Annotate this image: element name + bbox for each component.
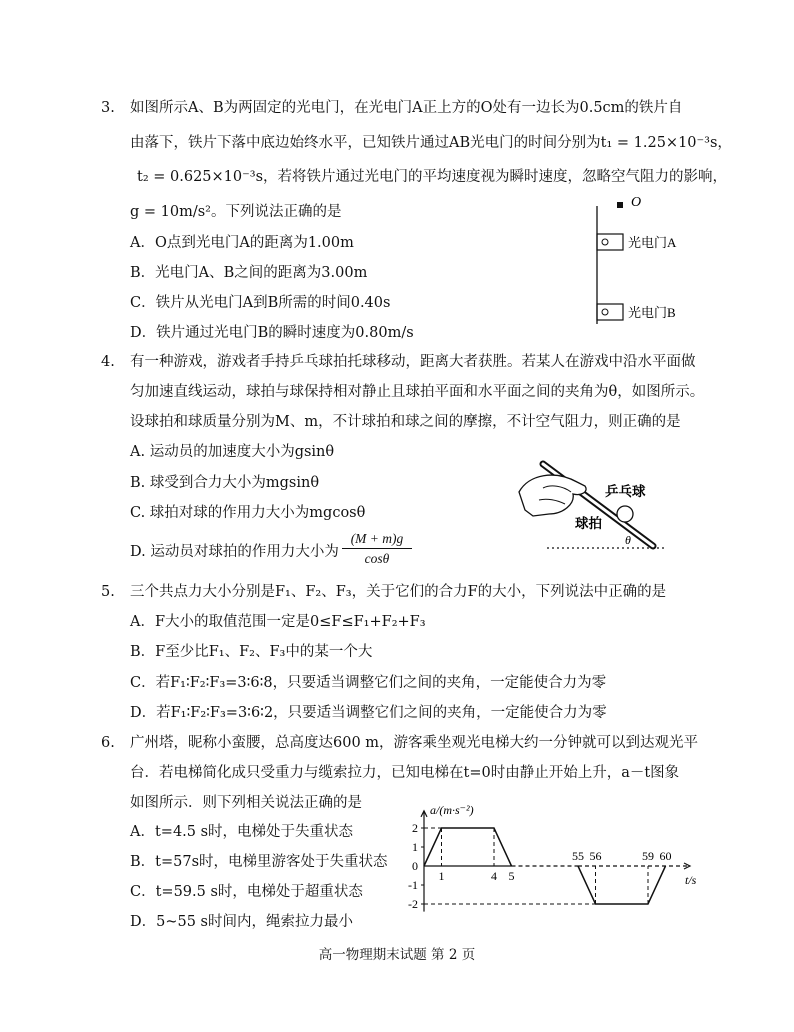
q5-option-d: D．若F₁∶F₂∶F₃=3∶6∶2，只要适当调整它们之间的夹角，一定能使合力为零 (130, 705, 607, 721)
q3-option-c: C．铁片从光电门A到B所需的时间0.40s (130, 295, 391, 311)
q4-stem-line2: 匀加速直线运动，球拍与球保持相对静止且球拍平面和水平面之间的夹角为θ，如图所示。 (130, 384, 705, 400)
page-footer: 高一物理期末试题 第 2 页 (318, 947, 476, 963)
q4-stem-line1: 有一种游戏，游戏者手持乒乓球拍托球移动，距离大者获胜。若某人在游戏中沿水平面做 (130, 354, 696, 370)
iron-sheet-icon (617, 202, 623, 208)
angle-label: θ (625, 533, 631, 547)
photogate-a-label: 光电门A (628, 235, 677, 250)
fraction-numerator: (M + m)g (342, 531, 412, 549)
y-tick-label: -1 (408, 878, 418, 892)
fraction-denominator: cosθ (364, 551, 390, 566)
x-tick-label: 4 (491, 869, 497, 883)
photogate-a-sensor-icon (602, 239, 608, 245)
q6-option-c: C．t=59.5 s时，电梯处于超重状态 (130, 884, 363, 900)
q5-option-c: C．若F₁∶F₂∶F₃=3∶6∶8，只要适当调整它们之间的夹角，一定能使合力为零 (130, 675, 607, 691)
q5-option-b: B．F至少比F₁、F₂、F₃中的某一个大 (130, 644, 373, 660)
q3-stem-line1: 如图所示A、B为两固定的光电门，在光电门A正上方的O处有一边长为0.5cm的铁片自 (130, 100, 683, 116)
hand-icon (519, 475, 586, 516)
q4-option-d: D. 运动员对球拍的作用力大小为 (130, 544, 339, 560)
series-line-accelerating (424, 828, 512, 866)
racket-figure (515, 452, 675, 562)
acceleration-time-chart (400, 800, 700, 925)
q6-stem-line1: 广州塔，昵称小蛮腰，总高度达600 m，游客乘坐观光电梯大约一分钟就可以到达观光平 (130, 735, 699, 751)
q3-option-a: A．O点到光电门A的距离为1.00m (130, 235, 354, 251)
x-tick-label: 1 (438, 869, 445, 883)
q4-option-b: B. 球受到合力大小为mgsinθ (130, 475, 320, 491)
series-line-decelerating (578, 866, 666, 904)
photogate-b-label: 光电门B (628, 305, 676, 320)
ball-label: 乒乓球 (605, 484, 646, 499)
q4-number: 4. (101, 354, 115, 370)
q4-stem-line3: 设球拍和球质量分别为M、m，不计球拍和球之间的摩擦，不计空气阻力，则正确的是 (130, 414, 681, 430)
photogate-b-sensor-icon (602, 309, 608, 315)
q6-stem-line3: 如图所示．则下列相关说法正确的是 (130, 795, 362, 811)
photogate-b (597, 304, 623, 320)
racket-label: 球拍 (575, 516, 602, 531)
x-axis-label: t/s (685, 873, 697, 887)
q3-number: 3. (101, 100, 115, 116)
y-tick-label: 0 (412, 859, 418, 873)
q6-option-d: D．5~55 s时间内，绳索拉力最小 (130, 914, 354, 930)
x-tick-label: 56 (589, 849, 602, 863)
y-tick-label: -2 (408, 897, 418, 911)
y-tick-label: 2 (412, 821, 418, 835)
q3-option-b: B．光电门A、B之间的距离为3.00m (130, 265, 368, 281)
x-tick-label: 59 (642, 849, 654, 863)
x-tick-label: 5 (508, 869, 515, 883)
q3-stem-line3: t₂ = 0.625×10⁻³s，若将铁片通过光电门的平均速度视为瞬时速度，忽略空气阻力的影响， (137, 169, 728, 185)
q5-stem-line1: 三个共点力大小分别是F₁、F₂、F₃，关于它们的合力F的大小，下列说法中正确的是 (130, 584, 667, 600)
y-tick-label: 1 (412, 840, 418, 854)
y-axis-label: a/(m·s⁻²) (430, 803, 474, 817)
ping-pong-ball-icon (617, 506, 633, 522)
point-o-label: O (631, 195, 642, 210)
q3-stem-line4: g = 10m/s²。下列说法正确的是 (130, 204, 342, 220)
q5-number: 5. (101, 584, 115, 600)
x-tick-label: 60 (659, 849, 672, 863)
q3-stem-line2: 由落下，铁片下落中底边始终水平，已知铁片通过AB光电门的时间分别为t₁ = 1.25×10⁻³s， (130, 135, 732, 151)
q6-option-a: A．t=4.5 s时，电梯处于失重状态 (130, 824, 354, 840)
q6-number: 6. (101, 735, 115, 751)
photogate-figure (585, 192, 715, 332)
q4-option-c: C. 球拍对球的作用力大小为mgcosθ (130, 505, 366, 521)
chart-labels (408, 803, 697, 911)
photogate-a (597, 234, 623, 250)
q6-stem-line2: 台．若电梯简化成只受重力与缆索拉力，已知电梯在t=0时由静止开始上升，a－t图象 (130, 765, 680, 781)
x-tick-label: 55 (572, 849, 584, 863)
q3-option-d: D．铁片通过光电门B的瞬时速度为0.80m/s (130, 325, 414, 341)
q5-option-a: A．F大小的取值范围一定是0≤F≤F₁+F₂+F₃ (130, 614, 426, 630)
q4-option-a: A. 运动员的加速度大小为gsinθ (130, 444, 335, 460)
q4-option-d-fraction (342, 531, 412, 567)
q6-option-b: B．t=57s时，电梯里游客处于失重状态 (130, 854, 388, 870)
